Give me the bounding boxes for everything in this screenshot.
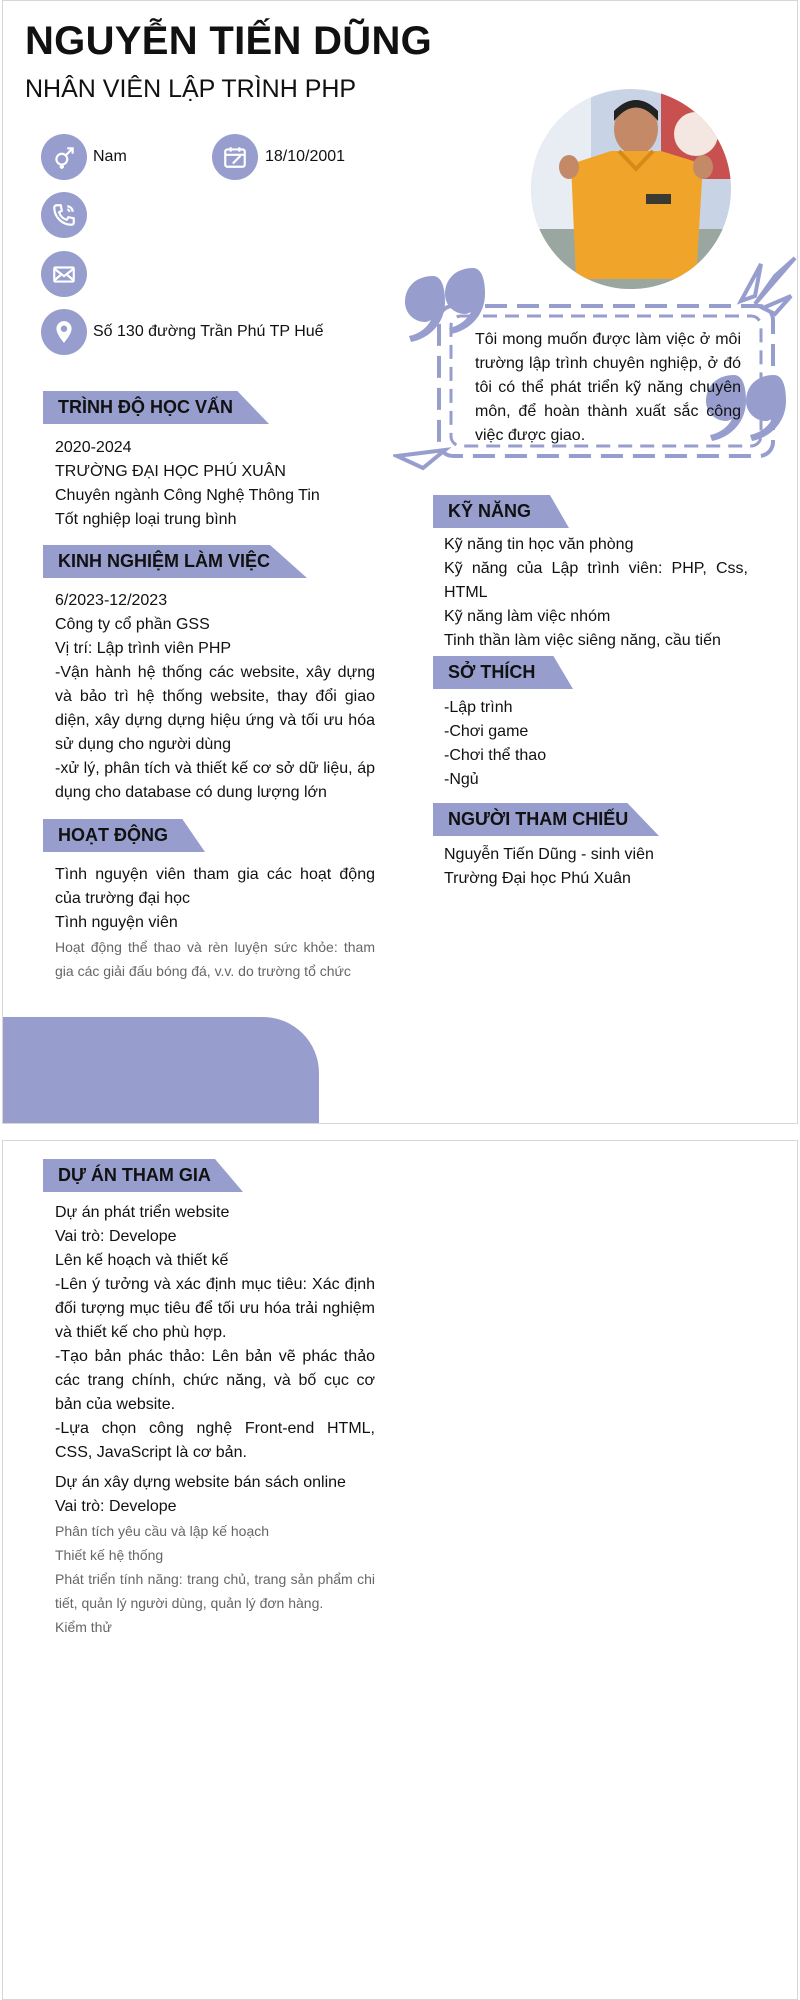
job-title: NHÂN VIÊN LẬP TRÌNH PHP (25, 75, 357, 103)
hobbies-section-header (433, 656, 573, 689)
education-line: Tốt nghiệp loại trung bình (55, 511, 237, 528)
reference-line: Nguyễn Tiến Dũng - sinh viên (444, 846, 654, 863)
education-line: 2020-2024 (55, 439, 132, 456)
cv-page-1 (2, 0, 798, 1124)
activities-line: Tình nguyện viên (55, 914, 178, 931)
experience-line: Công ty cổ phần GSS (55, 616, 210, 633)
project-1-line: -Tạo bản phác thảo: Lên bản vẽ phác thảo các trang chính, chức năng, và bố cục cơ bản của website. (55, 1348, 375, 1413)
education-line: TRƯỜNG ĐẠI HỌC PHÚ XUÂN (55, 463, 286, 480)
project-1-line: -Lên ý tưởng và xác định mục tiêu: Xác định đối tượng mục tiêu để tối ưu hóa trải nghiệm và thiết kế cho phù hợp. (55, 1276, 375, 1341)
project-1-line: -Lựa chọn công nghệ Front-end HTML, CSS, JavaScript là cơ bản. (55, 1420, 375, 1461)
candidate-name: NGUYỄN TIẾN DŨNG (25, 19, 433, 63)
education-line: Chuyên ngành Công Nghệ Thông Tin (55, 487, 320, 504)
references-body (444, 843, 748, 891)
skills-section-header (433, 495, 573, 528)
experience-title: KINH NGHIỆM LÀM VIỆC (58, 551, 271, 571)
project-2-muted-line: Kiểm thử (55, 1619, 112, 1635)
email-icon (41, 251, 87, 297)
project-2-line: Vai trò: Develope (55, 1498, 177, 1515)
experience-line: Vị trí: Lập trình viên PHP (55, 640, 232, 657)
references-section-header (433, 803, 663, 836)
project-1-line: Dự án phát triển website (55, 1204, 230, 1221)
experience-line: -xử lý, phân tích và thiết kế cơ sở dữ liệu, áp dụng cho database có dung lượng lớn (55, 760, 375, 801)
project-2-muted-line: Phân tích yêu cầu và lập kế hoạch (55, 1523, 270, 1539)
experience-line: 6/2023-12/2023 (55, 592, 168, 609)
project-1-line: Lên kế hoạch và thiết kế (55, 1252, 229, 1269)
reference-line: Trường Đại học Phú Xuân (444, 870, 631, 887)
phone-icon (41, 192, 87, 238)
project-2-line: Dự án xây dựng website bán sách online (55, 1474, 346, 1491)
references-title: NGƯỜI THAM CHIẾU (448, 809, 629, 829)
project-1-line: Vai trò: Develope (55, 1228, 177, 1245)
hobby-line: -Lập trình (444, 699, 513, 716)
skill-line: Kỹ năng làm việc nhóm (444, 608, 611, 625)
skill-line: Kỹ năng tin học văn phòng (444, 536, 634, 553)
gender-value: Nam (93, 148, 127, 165)
experience-body (55, 589, 375, 805)
cv-page-2 (2, 1140, 798, 2000)
skills-body (444, 533, 748, 653)
birthday-value: 18/10/2001 (265, 148, 346, 165)
activities-muted-line: Hoạt động thể thao và rèn luyện sức khỏe: tham gia các giải đấu bóng đá, v.v. do trường tổ chức (55, 939, 375, 979)
project-1-body (55, 1201, 375, 1639)
education-body (55, 436, 375, 532)
skill-line: Tinh thần làm việc siêng năng, cầu tiến (444, 632, 721, 649)
calendar-icon (212, 134, 258, 180)
project-2-muted-line: Thiết kế hệ thống (55, 1547, 164, 1563)
skills-title: KỸ NĂNG (448, 501, 532, 521)
project-2-muted-line: Phát triển tính năng: trang chủ, trang sản phẩm chi tiết, quản lý người dùng, quản lý đơn hàng. (55, 1571, 375, 1611)
skill-line: Kỹ năng của Lập trình viên: PHP, Css, HTML (444, 560, 748, 601)
experience-line: -Vận hành hệ thống các website, xây dựng và bảo trì hệ thống website, thay đổi giao diện, xây dựng dựng hiệu ứng và tối ưu hóa sử dụng cho người dùng (55, 664, 375, 753)
hobbies-title: SỞ THÍCH (448, 662, 536, 682)
activities-section-header (43, 819, 213, 852)
hobby-line: -Chơi thể thao (444, 747, 547, 764)
education-title: TRÌNH ĐỘ HỌC VẤN (58, 397, 233, 417)
career-objective: Tôi mong muốn được làm việc ở môi trường lập trình chuyên nghiệp, ở đó tôi có thể phát triển kỹ năng chuyên môn, để hoàn thành xuất sắc công việc được giao. (475, 331, 741, 444)
hobby-line: -Chơi game (444, 723, 529, 740)
decorative-footer-shape (3, 1017, 319, 1124)
education-section-header (43, 391, 273, 424)
address-value: Số 130 đường Trần Phú TP Huế (93, 323, 324, 340)
activities-line: Tình nguyện viên tham gia các hoạt động của trường đại học (55, 866, 375, 907)
projects-section-header (43, 1159, 243, 1192)
projects-title: DỰ ÁN THAM GIA (58, 1165, 211, 1185)
experience-section-header (43, 545, 313, 578)
gender-icon (41, 134, 87, 180)
hobbies-body (444, 696, 748, 792)
location-icon (41, 309, 87, 355)
hobby-line: -Ngủ (444, 771, 479, 788)
activities-body (55, 863, 375, 983)
activities-title: HOẠT ĐỘNG (58, 825, 168, 845)
